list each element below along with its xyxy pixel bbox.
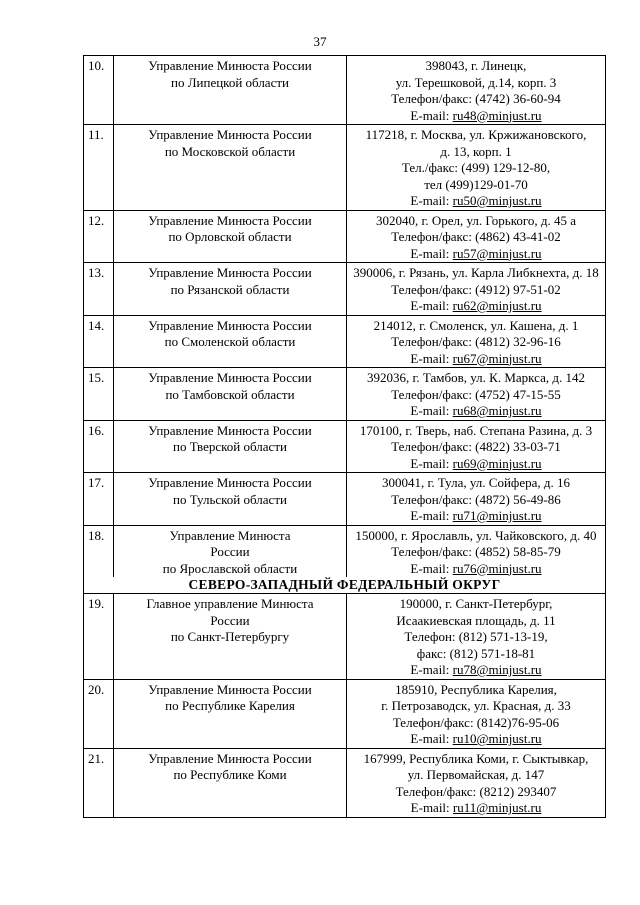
row-number: 20. <box>84 680 114 748</box>
table-row <box>84 316 605 369</box>
office-name-line: Управление Минюста России <box>148 58 312 73</box>
email-link[interactable]: ru62@minjust.ru <box>452 298 542 313</box>
email-label: E-mail: <box>410 193 450 208</box>
office-name-line: по Ярославской области <box>162 560 298 576</box>
email-label: E-mail: <box>410 731 450 746</box>
address-line: 302040, г. Орел, ул. Горького, д. 45 а <box>375 212 577 228</box>
office-name-line: Управление Минюста <box>169 527 291 543</box>
office-name-line: по Санкт-Петербургу <box>170 629 290 644</box>
email-link[interactable]: ru68@minjust.ru <box>452 403 542 418</box>
office-name <box>114 526 347 578</box>
email-link[interactable]: ru50@minjust.ru <box>452 193 542 208</box>
office-name-line: по Тверской области <box>173 439 287 454</box>
address-line: 117218, г. Москва, ул. Кржижановского, <box>365 127 587 142</box>
address-line: 150000, г. Ярославль, ул. Чайковского, д. 40 <box>355 527 597 543</box>
email-line <box>347 193 605 210</box>
row-number: 18. <box>84 526 114 578</box>
office-name-line: Управление Минюста России <box>148 317 312 333</box>
table-row <box>84 368 605 421</box>
table-row <box>84 125 605 211</box>
address-line: Телефон/факс: (4912) 97-51-02 <box>391 281 561 297</box>
office-name-line: по Тульской области <box>173 491 287 507</box>
contacts-table <box>83 55 606 818</box>
address-line: д. 13, корп. 1 <box>440 143 512 159</box>
address-line: факс: (812) 571-18-81 <box>416 645 536 661</box>
row-number: 10. <box>84 56 114 124</box>
address-line: Телефон/факс: (8212) 293407 <box>395 783 557 799</box>
table-row <box>84 680 605 749</box>
office-name <box>114 125 347 210</box>
row-number: 14. <box>84 316 114 368</box>
office-name <box>114 594 347 679</box>
table-row <box>84 263 605 316</box>
address-line: 214012, г. Смоленск, ул. Кашена, д. 1 <box>373 317 579 333</box>
email-label: E-mail: <box>410 508 450 523</box>
office-contacts <box>347 211 605 263</box>
office-name <box>114 56 347 124</box>
office-name-line: Управление Минюста России <box>148 370 312 385</box>
office-name-line: по Орловской области <box>168 229 292 244</box>
row-number: 15. <box>84 368 114 420</box>
office-name-line: по Республике Карелия <box>165 698 295 713</box>
address-line: ул. Терешковой, д.14, корп. 3 <box>395 74 557 90</box>
office-name-line: Управление Минюста России <box>148 475 312 490</box>
email-line <box>347 298 605 315</box>
office-name-line: Управление Минюста России <box>148 127 312 142</box>
office-contacts <box>347 316 605 368</box>
email-label: E-mail: <box>410 245 450 261</box>
office-name <box>114 211 347 263</box>
rows-group-top <box>84 56 605 577</box>
rows-group-bottom <box>84 594 605 817</box>
office-contacts <box>347 526 605 578</box>
address-line: Телефон/факс: (4872) 56-49-86 <box>391 491 561 507</box>
office-name-line: по Рязанской области <box>170 281 290 297</box>
office-contacts <box>347 421 605 473</box>
email-link[interactable]: ru71@minjust.ru <box>452 508 542 523</box>
address-line: 190000, г. Санкт-Петербург, <box>399 596 553 611</box>
office-name <box>114 316 347 368</box>
address-line: 170100, г. Тверь, наб. Степана Разина, д. 3 <box>359 422 593 438</box>
office-name-line: России <box>210 612 250 628</box>
email-line <box>347 561 605 578</box>
email-link[interactable]: ru57@minjust.ru <box>452 245 542 261</box>
office-name <box>114 421 347 473</box>
email-label: E-mail: <box>410 298 450 313</box>
office-name-line: Управление Минюста России <box>148 681 312 697</box>
address-line: Телефон: (812) 571-13-19, <box>404 629 548 644</box>
office-name-line: Управление Минюста России <box>148 212 312 228</box>
address-line: 390006, г. Рязань, ул. Карла Либкнехта, д. 18 <box>353 265 599 280</box>
row-number: 13. <box>84 263 114 315</box>
office-name <box>114 368 347 420</box>
office-name <box>114 749 347 817</box>
office-name <box>114 473 347 525</box>
row-number: 12. <box>84 211 114 263</box>
table-row <box>84 473 605 526</box>
email-line <box>347 246 605 263</box>
address-line: 392036, г. Тамбов, ул. К. Маркса, д. 142 <box>367 370 585 385</box>
page-number: 37 <box>313 34 327 49</box>
email-line <box>347 800 605 817</box>
office-contacts <box>347 56 605 124</box>
table-row <box>84 56 605 125</box>
address-line: 300041, г. Тула, ул. Сойфера, д. 16 <box>382 475 570 490</box>
address-line: 185910, Республика Карелия, <box>395 681 557 697</box>
address-line: Телефон/факс: (4852) 58-85-79 <box>391 544 561 559</box>
address-line: 167999, Республика Коми, г. Сыктывкар, <box>363 750 589 766</box>
email-link[interactable]: ru67@minjust.ru <box>452 350 542 366</box>
office-name-line: по Смоленской области <box>164 334 296 349</box>
office-contacts <box>347 473 605 525</box>
table-row <box>84 211 605 264</box>
office-name-line: по Московской области <box>164 143 296 159</box>
email-label: E-mail: <box>410 662 450 677</box>
email-line <box>347 731 605 748</box>
email-link[interactable]: ru10@minjust.ru <box>452 731 542 746</box>
office-name-line: России <box>210 544 250 559</box>
row-number: 21. <box>84 749 114 817</box>
office-name-line: Управление Минюста России <box>148 265 312 280</box>
row-number: 11. <box>84 125 114 210</box>
email-label: E-mail: <box>410 455 450 471</box>
address-line: Телефон/факс: (4752) 47-15-55 <box>391 386 561 402</box>
email-label: E-mail: <box>410 350 450 366</box>
address-line: тел (499)129-01-70 <box>424 176 528 192</box>
email-line <box>347 351 605 368</box>
address-line: Телефон/факс: (4862) 43-41-02 <box>391 229 561 244</box>
office-contacts <box>347 125 605 210</box>
table-row <box>84 421 605 474</box>
office-name-line: по Липецкой области <box>171 74 289 90</box>
table-row <box>84 526 605 578</box>
office-name <box>114 680 347 748</box>
email-label: E-mail: <box>410 403 450 418</box>
email-link[interactable]: ru11@minjust.ru <box>452 800 542 815</box>
office-name-line: Управление Минюста России <box>148 422 312 438</box>
email-line <box>347 403 605 420</box>
address-line: 398043, г. Линецк, <box>425 58 527 73</box>
office-contacts <box>347 594 605 679</box>
office-contacts <box>347 680 605 748</box>
email-link[interactable]: ru76@minjust.ru <box>452 560 542 576</box>
email-link[interactable]: ru69@minjust.ru <box>452 455 542 471</box>
address-line: ул. Первомайская, д. 147 <box>407 767 545 782</box>
email-label: E-mail: <box>410 107 450 123</box>
address-line: Тел./факс: (499) 129-12-80, <box>401 160 551 175</box>
email-link[interactable]: ru78@minjust.ru <box>452 662 542 677</box>
email-label: E-mail: <box>410 560 450 576</box>
table-row <box>84 749 605 817</box>
office-contacts <box>347 749 605 817</box>
address-line: Телефон/факс: (8142)76-95-06 <box>392 714 560 730</box>
row-number: 16. <box>84 421 114 473</box>
section-header: СЕВЕРО-ЗАПАДНЫЙ ФЕДЕРАЛЬНЫЙ ОКРУГ <box>84 577 605 594</box>
email-line <box>347 456 605 473</box>
email-line <box>347 508 605 525</box>
office-name-line: по Республике Коми <box>173 767 287 782</box>
office-name-line: по Тамбовской области <box>165 386 295 402</box>
office-name-line: Главное управление Минюста <box>146 596 314 611</box>
email-line <box>347 108 605 125</box>
email-line <box>347 662 605 679</box>
office-name <box>114 263 347 315</box>
row-number: 19. <box>84 594 114 679</box>
row-number: 17. <box>84 473 114 525</box>
address-line: Телефон/факс: (4812) 32-96-16 <box>391 334 561 349</box>
address-line: г. Петрозаводск, ул. Красная, д. 33 <box>381 698 571 713</box>
office-contacts <box>347 368 605 420</box>
email-link[interactable]: ru48@minjust.ru <box>452 107 542 123</box>
email-label: E-mail: <box>410 800 450 815</box>
office-contacts <box>347 263 605 315</box>
address-line: Телефон/факс: (4742) 36-60-94 <box>391 91 561 106</box>
address-line: Телефон/факс: (4822) 33-03-71 <box>391 439 561 454</box>
address-line: Исаакиевская площадь, д. 11 <box>396 612 556 628</box>
table-row <box>84 594 605 680</box>
office-name-line: Управление Минюста России <box>148 750 312 766</box>
